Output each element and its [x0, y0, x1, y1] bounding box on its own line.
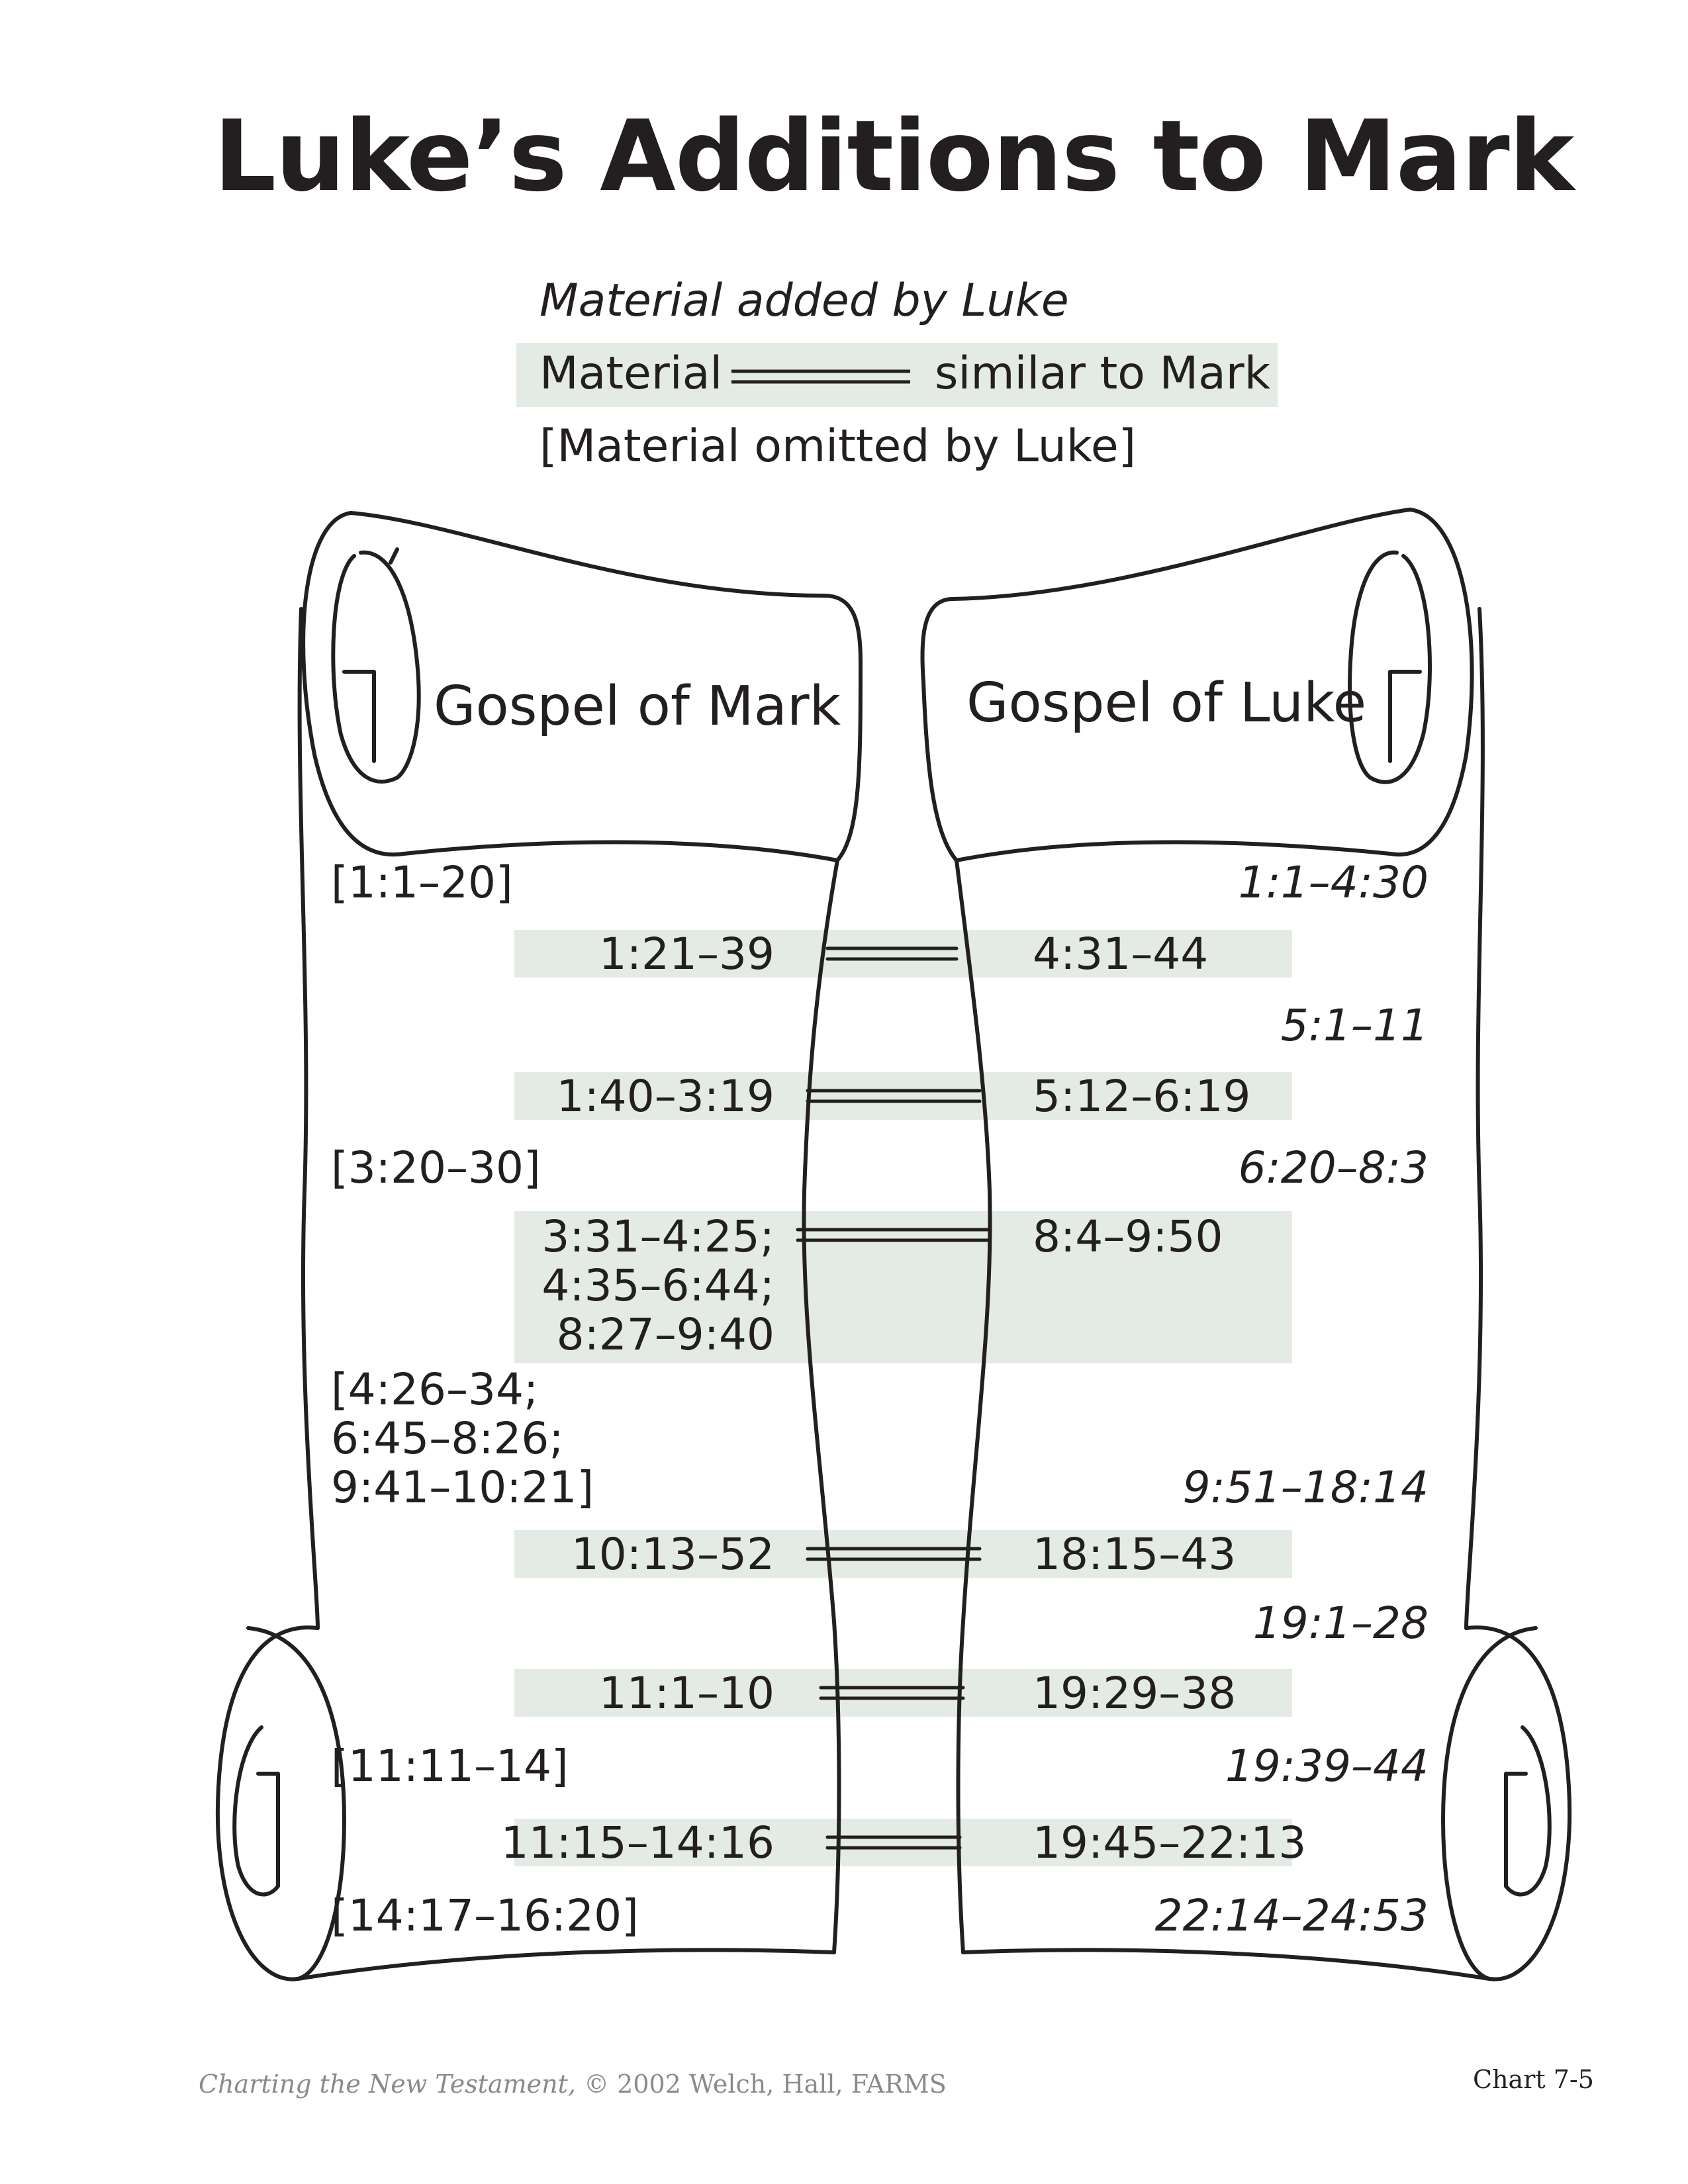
mark-similar-ref-line-1: 3:31–4:25;	[541, 1211, 774, 1262]
mark-similar-ref: 11:15–14:16	[500, 1817, 774, 1868]
luke-added-ref: 6:20–8:3	[1238, 1142, 1429, 1193]
luke-scroll-heading: Gospel of Luke	[966, 672, 1367, 735]
mark-scroll-heading: Gospel of Mark	[434, 675, 841, 738]
mark-similar-ref: 10:13–52	[571, 1529, 774, 1580]
luke-similar-ref: 4:31–44	[1033, 929, 1209, 979]
luke-similar-ref: 5:12–6:19	[1033, 1071, 1251, 1122]
mark-omitted-ref: [3:20–30]	[331, 1142, 541, 1193]
footer-copyright: © 2002 Welch, Hall, FARMS	[575, 2070, 947, 2099]
mark-similar-ref-line-3: 8:27–9:40	[556, 1309, 774, 1360]
mark-similar-ref: 11:1–10	[598, 1668, 774, 1719]
luke-added-ref: 19:39–44	[1225, 1741, 1429, 1792]
luke-similar-ref: 8:4–9:50	[1033, 1211, 1223, 1262]
legend-similar-left-label: Material	[539, 347, 723, 400]
legend-omitted-label: [Material omitted by Luke]	[539, 420, 1137, 473]
luke-added-ref: 5:1–11	[1280, 1000, 1429, 1051]
luke-added-ref: 9:51–18:14	[1182, 1462, 1429, 1513]
mark-omitted-ref-line-2: 6:45–8:26;	[331, 1413, 564, 1464]
luke-similar-ref: 18:15–43	[1033, 1529, 1237, 1580]
mark-similar-ref: 1:21–39	[598, 929, 774, 979]
luke-added-ref: 1:1–4:30	[1238, 857, 1429, 908]
footer-source	[199, 2070, 947, 2099]
footer-book-title: Charting the New Testament,	[199, 2070, 576, 2099]
mark-similar-ref-line-2: 4:35–6:44;	[541, 1260, 774, 1311]
mark-omitted-ref-line-3: 9:41–10:21]	[331, 1462, 594, 1513]
luke-added-ref: 19:1–28	[1252, 1598, 1429, 1649]
luke-added-ref: 22:14–24:53	[1154, 1890, 1429, 1941]
mark-omitted-ref: [1:1–20]	[331, 857, 513, 908]
mark-omitted-ref-line-1: [4:26–34;	[331, 1364, 539, 1415]
luke-similar-ref: 19:45–22:13	[1033, 1817, 1307, 1868]
luke-similar-ref: 19:29–38	[1033, 1668, 1237, 1719]
legend-added-label: Material added by Luke	[539, 275, 1069, 327]
mark-omitted-ref: [11:11–14]	[331, 1741, 569, 1792]
footer-chart-number: Chart 7-5	[1473, 2065, 1594, 2094]
chart-title: Luke’s Additions to Mark	[213, 99, 1574, 213]
mark-omitted-ref: [14:17–16:20]	[331, 1890, 639, 1941]
mark-similar-ref: 1:40–3:19	[556, 1071, 774, 1122]
legend-similar-right-label: similar to Mark	[935, 347, 1271, 400]
